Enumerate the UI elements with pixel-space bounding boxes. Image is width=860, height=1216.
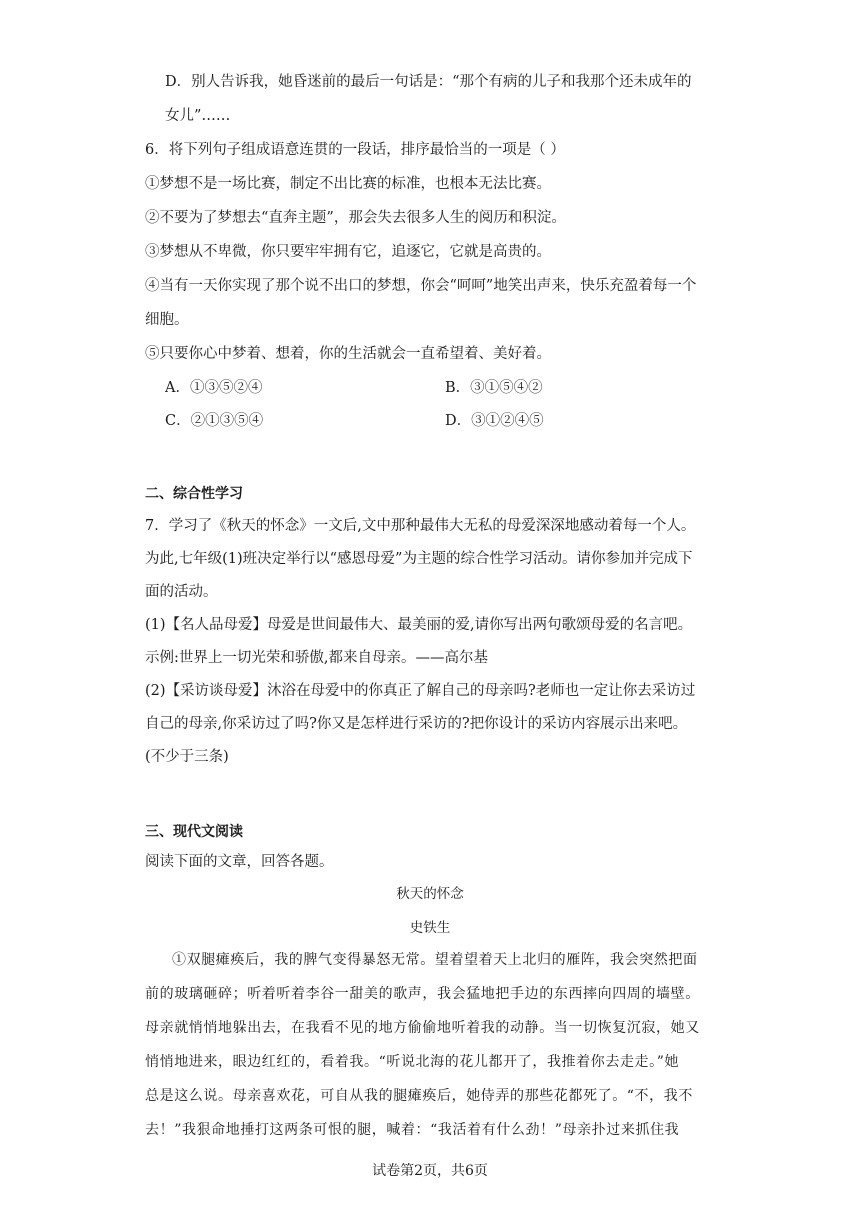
q5-option-d-line1: D．别人告诉我，她昏迷前的最后一句话是：“那个有病的儿子和我那个还未成年的 (165, 74, 692, 90)
q7-part2-line2: 自己的母亲,你采访过了吗?你又是怎样进行采访的?把你设计的采访内容展示出来吧。 (145, 716, 688, 732)
q7-part2-line1: (2)【采访谈母爱】沐浴在母爱中的你真正了解自己的母亲吗?老师也一定让你去采访过 (145, 683, 696, 699)
article-para1-line6: 去！”我狠命地捶打这两条可恨的腿，喊着：“我活着有什么劲！”母亲扑过来抓住我 (145, 1122, 680, 1138)
q6-sentence-2: ②不要为了梦想去“直奔主题”，那会失去很多人生的阅历和积淀。 (145, 210, 566, 226)
q6-option-a: A．①③⑤②④ (165, 380, 263, 396)
q7-stem-line3: 面的活动。 (145, 584, 218, 600)
article-para1-line5: 总是这么说。母亲喜欢花，可自从我的腿瘫痪后，她侍弄的那些花都死了。“不，我不 (145, 1088, 693, 1104)
q6-sentence-4-line2: 细胞。 (145, 312, 189, 328)
q6-sentence-3: ③梦想从不卑微，你只要牢牢拥有它，追逐它，它就是高贵的。 (145, 244, 551, 260)
page-footer: 试卷第2页，共6页 (372, 1163, 488, 1179)
q5-option-d-line2: 女儿”…… (165, 108, 231, 124)
article-author: 史铁生 (409, 920, 451, 936)
q6-option-b: B．③①⑤④② (445, 380, 543, 396)
q7-part1-example: 示例:世界上一切光荣和骄傲,都来自母亲。——高尔基 (145, 650, 488, 666)
article-title: 秋天的怀念 (396, 886, 464, 902)
article-para1-line1: ①双腿瘫痪后，我的脾气变得暴怒无常。望着望着天上北归的雁阵，我会突然把面 (172, 952, 698, 968)
article-para1-line3: 母亲就悄悄地躲出去，在我看不见的地方偷偷地听着我的动静。当一切恢复沉寂，她又 (145, 1020, 700, 1036)
q6-sentence-5: ⑤只要你心中梦着、想着，你的生活就会一直希望着、美好着。 (145, 346, 551, 362)
q7-part1: (1)【名人品母爱】母爱是世间最伟大、最美丽的爱,请你写出两句歌颂母爱的名言吧。 (145, 617, 693, 633)
q7-part2-line3: (不少于三条) (145, 749, 229, 765)
article-para1-line4: 悄悄地进来，眼边红红的，看着我。“听说北海的花儿都开了，我推着你去走走。”她 (145, 1054, 680, 1070)
q6-option-d: D．③①②④⑤ (445, 413, 544, 429)
q6-sentence-4-line1: ④当有一天你实现了那个说不出口的梦想，你会“呵呵”地笑出声来，快乐充盈着每一个 (145, 278, 697, 294)
q6-stem: 6．将下列句子组成语意连贯的一段话，排序最恰当的一项是（ ） (145, 142, 565, 158)
article-para1-line2: 前的玻璃砸碎；听着听着李谷一甜美的歌声，我会猛地把手边的东西摔向四周的墙壁。 (145, 986, 700, 1002)
section-2-heading: 二、综合性学习 (145, 486, 243, 502)
q6-sentence-1: ①梦想不是一场比赛，制定不出比赛的标准，也根本无法比赛。 (145, 176, 551, 192)
reading-instruction: 阅读下面的文章，回答各题。 (145, 854, 334, 870)
q7-stem-line1: 7．学习了《秋天的怀念》一文后,文中那种最伟大无私的母爱深深地感动着每一个人。 (145, 518, 696, 534)
q6-option-c: C．②①③⑤④ (165, 413, 264, 429)
q7-stem-line2: 为此,七年级(1)班决定举行以“感恩母爱”为主题的综合性学习活动。请你参加并完成下 (145, 551, 693, 567)
section-3-heading: 三、现代文阅读 (145, 824, 243, 840)
